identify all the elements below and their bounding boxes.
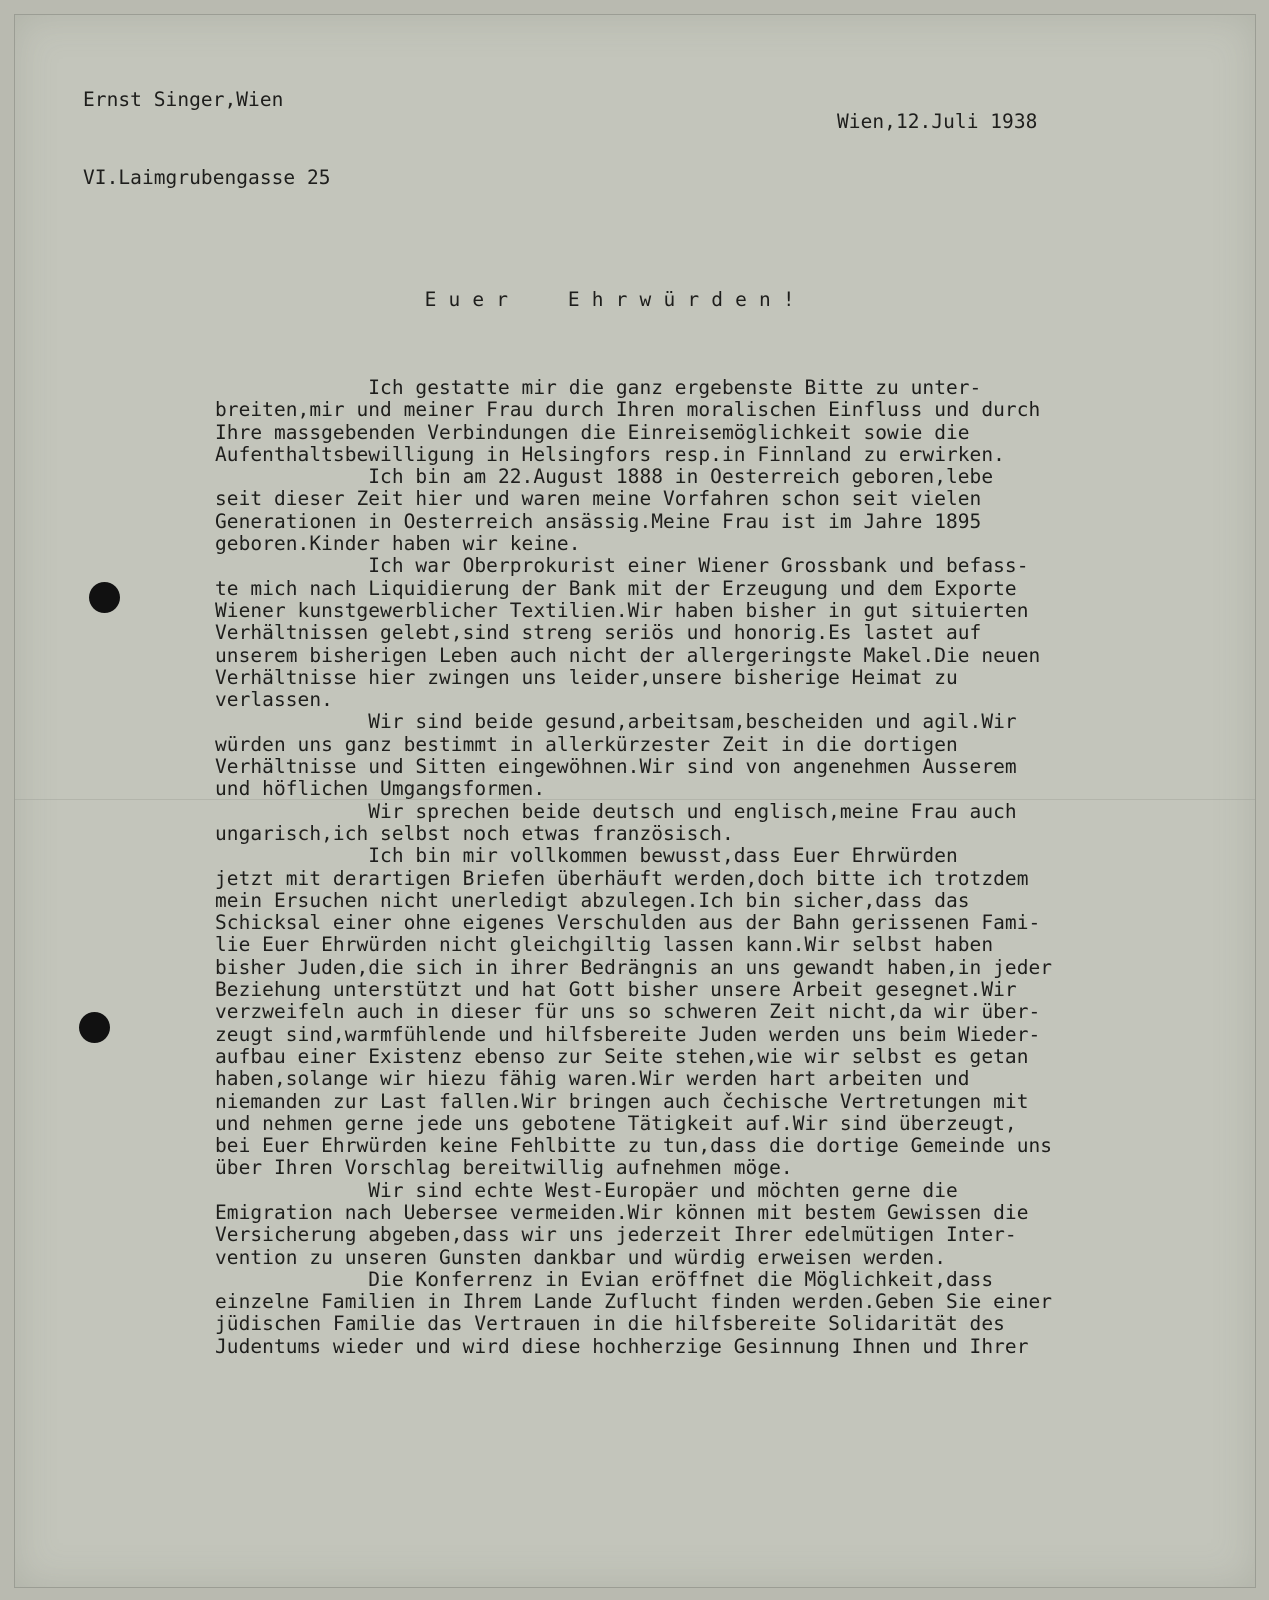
- body-line: Wir sind beide gesund,arbeitsam,bescheiden und agil.Wir: [215, 710, 1017, 734]
- body-line: Die Konferrenz in Evian eröffnet die Möglichkeit,dass: [215, 1267, 994, 1291]
- body-line: Verhältnisse und Sitten eingewöhnen.Wir sind von angenehmen Ausserem: [215, 755, 1017, 779]
- body-line: mein Ersuchen nicht unerledigt abzulegen.Ich bin sicher,dass das: [215, 888, 970, 912]
- letter-body: [215, 377, 1052, 1358]
- body-line: und höflichen Umgangsformen.: [215, 777, 546, 801]
- body-line: Schicksal einer ohne eigenes Verschulden aus der Bahn gerissenen Fami-: [215, 911, 1041, 935]
- body-line: Verhältnisse hier zwingen uns leider,unsere bisherige Heimat zu: [215, 665, 958, 689]
- body-line: unserem bisherigen Leben auch nicht der allergeringste Makel.Die neuen: [215, 643, 1041, 667]
- body-line: jetzt mit derartigen Briefen überhäuft werden,doch bitte ich trotzdem: [215, 866, 1029, 890]
- body-line: Emigration nach Uebersee vermeiden.Wir können mit bestem Gewissen die: [215, 1200, 1029, 1224]
- body-line: aufbau einer Existenz ebenso zur Seite stehen,wie wir selbst es getan: [215, 1044, 1029, 1068]
- body-line: Wir sind echte West-Europäer und möchten gerne die: [215, 1178, 958, 1202]
- body-line: über Ihren Vorschlag bereitwillig aufnehmen möge.: [215, 1156, 793, 1180]
- body-line: Beziehung unterstützt und hat Gott bisher unsere Arbeit gesegnet.Wir: [215, 978, 1017, 1002]
- body-line: verzweifeln auch in dieser für uns so schweren Zeit nicht,da wir über-: [215, 1000, 1041, 1024]
- salutation-text: E u e r E h r w ü r d e n !: [424, 288, 795, 312]
- body-line: breiten,mir und meiner Frau durch Ihren moralischen Einfluss und durch: [215, 398, 1041, 422]
- punch-hole-upper: [89, 582, 120, 613]
- body-line: Ich gestatte mir die ganz ergebenste Bitte zu unter-: [215, 376, 982, 399]
- body-line: seit dieser Zeit hier und waren meine Vorfahren schon seit vielen: [215, 487, 982, 511]
- body-line: Wiener kunstgewerblicher Textilien.Wir haben bisher in gut situierten: [215, 598, 1029, 622]
- body-line: Verhältnissen gelebt,sind streng seriös und honorig.Es lastet auf: [215, 621, 982, 645]
- body-line: ungarisch,ich selbst noch etwas französisch.: [215, 821, 734, 845]
- punch-hole-lower: [79, 1012, 110, 1043]
- body-line: Ich bin mir vollkommen bewusst,dass Euer Ehrwürden: [215, 844, 958, 868]
- body-line: Versicherung abgeben,dass wir uns jederzeit Ihrer edelmütigen Inter-: [215, 1223, 1017, 1247]
- salutation: [353, 267, 795, 334]
- body-line: würden uns ganz bestimmt in allerkürzester Zeit in die dortigen: [215, 732, 958, 756]
- body-line: verlassen.: [215, 688, 333, 712]
- body-line: vention zu unseren Gunsten dankbar und würdig erweisen werden.: [215, 1245, 946, 1269]
- body-line: niemanden zur Last fallen.Wir bringen auch čechische Vertretungen mit: [215, 1089, 1029, 1113]
- body-line: Aufenthaltsbewilligung in Helsingfors resp.in Finnland zu erwirken.: [215, 442, 1005, 466]
- body-line: bisher Juden,die sich in ihrer Bedrängnis an uns gewandt haben,in jeder: [215, 955, 1053, 979]
- sender-name: Ernst Singer,Wien: [83, 88, 284, 111]
- body-line: Ich war Oberprokurist einer Wiener Grossbank und befass-: [215, 554, 1029, 578]
- body-line: und nehmen gerne jede uns gebotene Tätigkeit auf.Wir sind überzeugt,: [215, 1111, 1017, 1135]
- letter-page: [14, 14, 1256, 1588]
- body-line: Generationen in Oesterreich ansässig.Meine Frau ist im Jahre 1895: [215, 509, 982, 533]
- sender-street: VI.Laimgrubengasse 25: [83, 166, 331, 189]
- body-line: Ich bin am 22.August 1888 in Oesterreich geboren,lebe: [215, 465, 994, 489]
- letter-date: Wien,12.Juli 1938: [837, 110, 1038, 133]
- body-line: geboren.Kinder haben wir keine.: [215, 532, 581, 556]
- body-line: jüdischen Familie das Vertrauen in die hilfsbereite Solidarität des: [215, 1312, 1005, 1336]
- body-line: zeugt sind,warmfühlende und hilfsbereite Juden werden uns beim Wieder-: [215, 1022, 1041, 1046]
- body-line: Ihre massgebenden Verbindungen die Einreisemöglichkeit sowie die: [215, 420, 970, 444]
- body-line: Wir sprechen beide deutsch und englisch,meine Frau auch: [215, 799, 1017, 823]
- body-line: haben,solange wir hiezu fähig waren.Wir werden hart arbeiten und: [215, 1067, 970, 1091]
- body-line: lie Euer Ehrwürden nicht gleichgiltig lassen kann.Wir selbst haben: [215, 933, 994, 957]
- body-line: Judentums wieder und wird diese hochherzige Gesinnung Ihnen und Ihrer: [215, 1334, 1029, 1358]
- body-line: bei Euer Ehrwürden keine Fehlbitte zu tun,dass die dortige Gemeinde uns: [215, 1134, 1053, 1158]
- body-line: te mich nach Liquidierung der Bank mit der Erzeugung und dem Exporte: [215, 576, 1017, 600]
- body-line: einzelne Familien in Ihrem Lande Zuflucht finden werden.Geben Sie einer: [215, 1290, 1053, 1314]
- sender-address: [83, 35, 331, 243]
